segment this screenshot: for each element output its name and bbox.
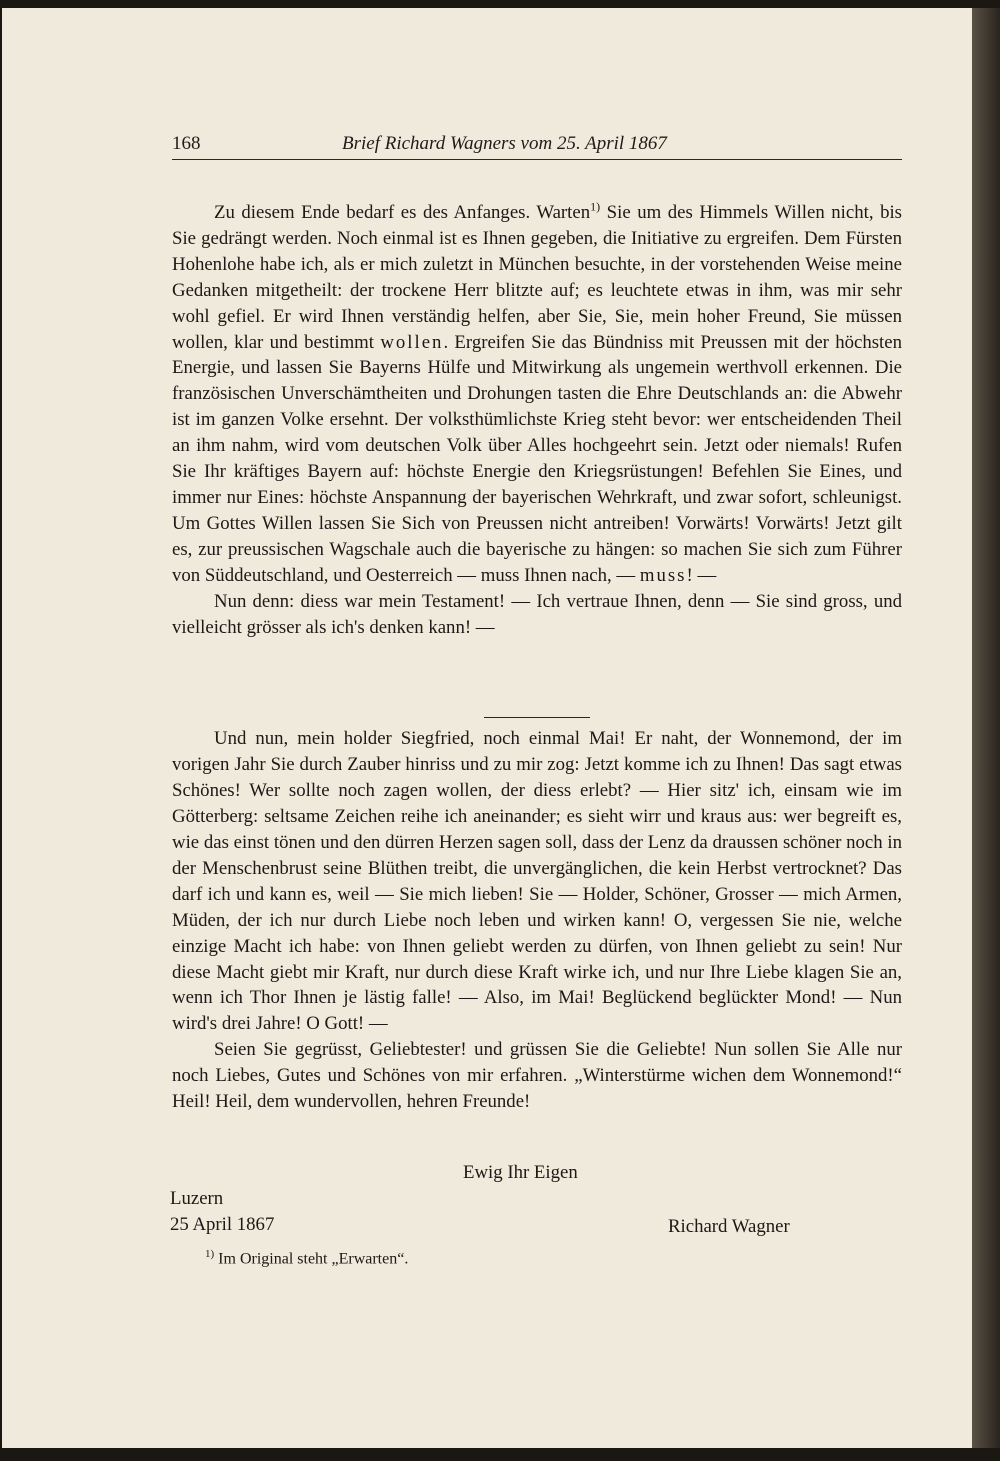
running-head-title: Brief Richard Wagners vom 25. April 1867: [342, 133, 667, 154]
page-number: 168: [172, 133, 201, 154]
paragraph-1-part-b: Sie um des Himmels Willen nicht, bis Sie gedrängt werden. Noch einmal ist es Ihnen gegeben, die Initiative zu ergreifen. Dem Fürsten Hohenlohe habe ich, als er mich zuletzt in München besuchte, in der vorstehenden Weise meine Gedanken mitgetheilt: der trockene Herr blitzte auf; es leuchtete etwas in ihm, was mir sehr wohl gefiel. Er wird Ihnen verständig helfen, aber Sie, Sie, mein hoher Freund, Sie müssen wollen, klar und bestimmt: [172, 202, 902, 353]
closing-salutation: Ewig Ihr Eigen: [463, 1162, 578, 1183]
paragraph-1: [172, 200, 902, 589]
paragraph-1-part-a: Zu diesem Ende bedarf es des Anfanges. Warten: [214, 202, 591, 223]
emphasis-muss: muss: [639, 564, 687, 586]
section-divider: [484, 717, 590, 718]
paragraph-2: Nun denn: diess war mein Testament! — Ich vertraue Ihnen, denn — Sie sind gross, und vielleicht grösser als ich's denken kann! —: [172, 590, 902, 638]
paragraph-4: Seien Sie gegrüsst, Geliebtester! und grüssen Sie die Geliebte! Nun sollen Sie Alle nur noch Liebes, Gutes und Schönes von mir erfahren. „Winterstürme wichen dem Wonnemond!“ Heil! Heil, dem wundervollen, hehren Freunde!: [172, 1039, 902, 1113]
paragraph-1-part-d: ! —: [686, 564, 717, 586]
footnote-text: Im Original steht „Erwarten“.: [214, 1250, 409, 1268]
footnote: [205, 1248, 408, 1268]
running-head: [172, 129, 902, 160]
footnote-reference: 1): [590, 199, 601, 214]
footnote-mark: 1): [205, 1248, 215, 1260]
signature: Richard Wagner: [668, 1216, 790, 1237]
page-edge-shadow: [972, 8, 1000, 1448]
paragraph-3: Und nun, mein holder Siegfried, noch einmal Mai! Er naht, der Wonnemond, der im vorigen Jahr Sie durch Zauber hinriss und zu mir zog: Jetzt komme ich zu Ihnen! Das sagt etwas Schönes! Wer sollte noch zagen wollen, der diess erlebt? — Hier sitz' ich, einsam wie im Götterberg: seltsame Zeichen reihe ich aneinander; es sieht wirr und kraus aus: wer begreift es, wie das einst tönen und den dürren Herzen sagen soll, dass der Lenz da draussen schöner noch in der Menschenbrust seine Blüthen treibt, die unvergänglichen, die kein Herbst vertrocknet? Das darf ich und kann es, weil — Sie mich lieben! Sie — Holder, Schöner, Grosser — mich Armen, Müden, der ich nur durch Liebe noch leben und wirken kann! O, vergessen Sie nie, welche einzige Macht ich habe: von Ihnen geliebt werden zu dürfen, von Ihnen geliebt zu sein! Nur diese Macht giebt mir Kraft, nur durch diese Kraft wirke ich, und nur Ihre Liebe klagen Sie an, wenn ich Thor Ihnen je lästig falle! — Also, im Mai! Beglückend beglückter Mond! — Nun wird's drei Jahre! O Gott! —: [172, 728, 902, 1035]
body-text: [172, 200, 902, 1115]
closing-place: Luzern: [170, 1188, 224, 1209]
emphasis-wollen: wollen: [380, 331, 444, 353]
book-page: [2, 8, 972, 1448]
closing-date: 25 April 1867: [170, 1214, 275, 1235]
paragraph-1-part-c: . Ergreifen Sie das Bündniss mit Preussen mit der höchsten Energie, und lassen Sie Bayerns Hülfe und Mitwirkung als ungemein werthvoll erkennen. Die französischen Unverschämtheiten und Drohungen tasten die Ehre Deutschlands an: die Abwehr ist im ganzen Volke ersehnt. Der volksthümlichste Krieg steht bevor: wer entscheidenden Theil an ihm nahm, wird vom deutschen Volk über Alles hochgeehrt sein. Jetzt oder niemals! Rufen Sie Ihr kräftiges Bayern auf: höchste Energie den Kriegsrüstungen! Befehlen Sie Eines, und immer nur Eines: höchste Anspannung der bayerischen Wehrkraft, und zwar sofort, schleunigst. Um Gottes Willen lassen Sie Sich von Preussen nicht antreiben! Vorwärts! Vorwärts! Jetzt gilt es, zur preussischen Wagschale auch die bayerische zu hängen: so machen Sie sich zum Führer von Süddeutschland, und Oesterreich — muss Ihnen nach, —: [172, 331, 902, 586]
